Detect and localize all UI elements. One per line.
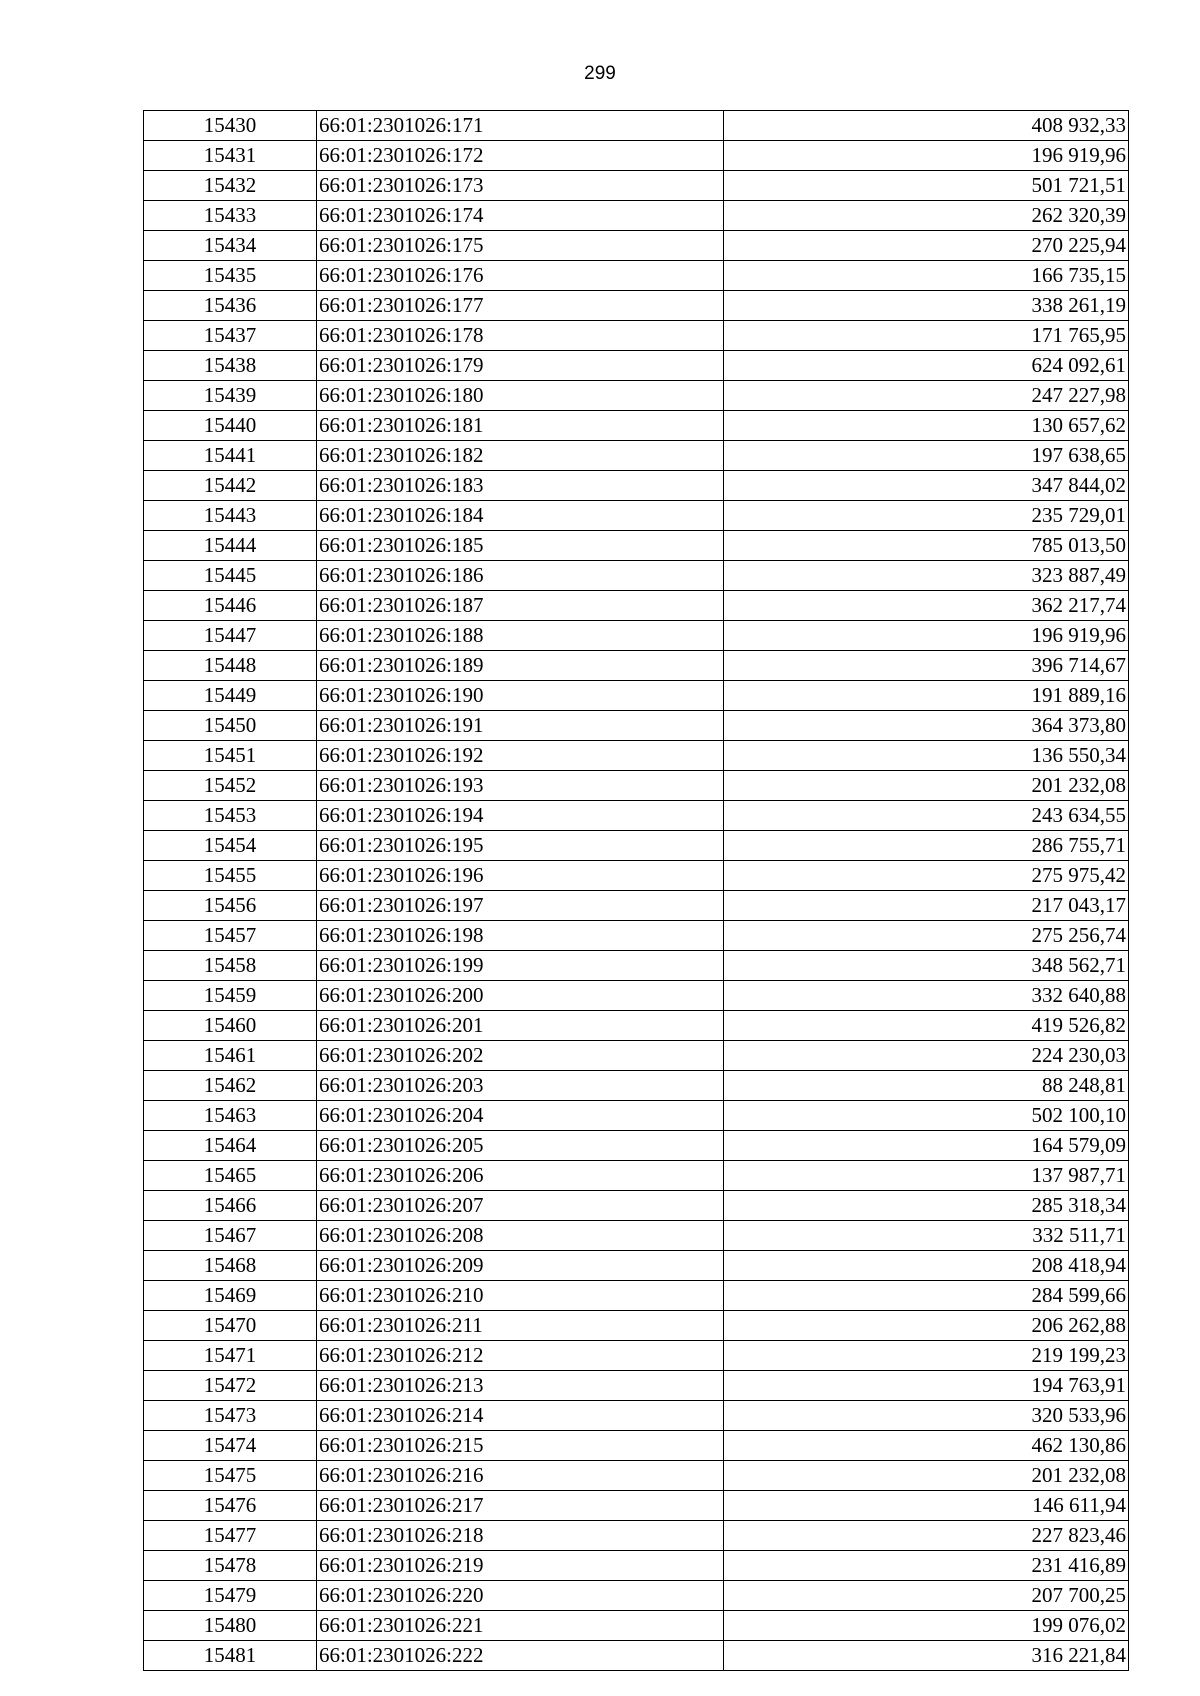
- cadastral-number-cell: 66:01:2301026:177: [317, 291, 724, 321]
- row-number-cell: 15449: [144, 681, 317, 711]
- cadastral-value-cell: 275 256,74: [724, 921, 1129, 951]
- cadastral-number-cell: 66:01:2301026:192: [317, 741, 724, 771]
- row-number-cell: 15455: [144, 861, 317, 891]
- cadastral-number-cell: 66:01:2301026:194: [317, 801, 724, 831]
- cadastral-number-cell: 66:01:2301026:214: [317, 1401, 724, 1431]
- row-number-cell: 15437: [144, 321, 317, 351]
- row-number-cell: 15473: [144, 1401, 317, 1431]
- table-row: [144, 1401, 1129, 1431]
- cadastral-number-cell: 66:01:2301026:190: [317, 681, 724, 711]
- cadastral-value-cell: 362 217,74: [724, 591, 1129, 621]
- table-row: [144, 711, 1129, 741]
- cadastral-number-cell: 66:01:2301026:213: [317, 1371, 724, 1401]
- table-row: [144, 1461, 1129, 1491]
- cadastral-number-cell: 66:01:2301026:204: [317, 1101, 724, 1131]
- table-row: [144, 351, 1129, 381]
- row-number-cell: 15454: [144, 831, 317, 861]
- cadastral-number-cell: 66:01:2301026:182: [317, 441, 724, 471]
- row-number-cell: 15468: [144, 1251, 317, 1281]
- cadastral-number-cell: 66:01:2301026:203: [317, 1071, 724, 1101]
- table-row: [144, 1491, 1129, 1521]
- cadastral-number-cell: 66:01:2301026:180: [317, 381, 724, 411]
- row-number-cell: 15443: [144, 501, 317, 531]
- row-number-cell: 15460: [144, 1011, 317, 1041]
- cadastral-number-cell: 66:01:2301026:222: [317, 1641, 724, 1671]
- cadastral-number-cell: 66:01:2301026:206: [317, 1161, 724, 1191]
- cadastral-value-cell: 320 533,96: [724, 1401, 1129, 1431]
- cadastral-value-cell: 137 987,71: [724, 1161, 1129, 1191]
- row-number-cell: 15462: [144, 1071, 317, 1101]
- cadastral-value-cell: 206 262,88: [724, 1311, 1129, 1341]
- cadastral-value-cell: 199 076,02: [724, 1611, 1129, 1641]
- table-row: [144, 831, 1129, 861]
- cadastral-number-cell: 66:01:2301026:183: [317, 471, 724, 501]
- row-number-cell: 15453: [144, 801, 317, 831]
- row-number-cell: 15444: [144, 531, 317, 561]
- row-number-cell: 15479: [144, 1581, 317, 1611]
- row-number-cell: 15452: [144, 771, 317, 801]
- cadastral-value-cell: 408 932,33: [724, 111, 1129, 141]
- cadastral-number-cell: 66:01:2301026:195: [317, 831, 724, 861]
- table-row: [144, 1611, 1129, 1641]
- cadastral-number-cell: 66:01:2301026:212: [317, 1341, 724, 1371]
- cadastral-value-cell: 194 763,91: [724, 1371, 1129, 1401]
- cadastral-value-cell: 275 975,42: [724, 861, 1129, 891]
- cadastral-value-cell: 286 755,71: [724, 831, 1129, 861]
- cadastral-value-cell: 285 318,34: [724, 1191, 1129, 1221]
- row-number-cell: 15477: [144, 1521, 317, 1551]
- table-row: [144, 1341, 1129, 1371]
- row-number-cell: 15463: [144, 1101, 317, 1131]
- table-row: [144, 1101, 1129, 1131]
- cadastral-number-cell: 66:01:2301026:200: [317, 981, 724, 1011]
- row-number-cell: 15464: [144, 1131, 317, 1161]
- cadastral-value-cell: 217 043,17: [724, 891, 1129, 921]
- row-number-cell: 15442: [144, 471, 317, 501]
- cadastral-number-cell: 66:01:2301026:171: [317, 111, 724, 141]
- row-number-cell: 15450: [144, 711, 317, 741]
- cadastral-value-cell: 364 373,80: [724, 711, 1129, 741]
- table-row: [144, 441, 1129, 471]
- cadastral-value-cell: 243 634,55: [724, 801, 1129, 831]
- row-number-cell: 15441: [144, 441, 317, 471]
- row-number-cell: 15470: [144, 1311, 317, 1341]
- cadastral-value-cell: 284 599,66: [724, 1281, 1129, 1311]
- cadastral-number-cell: 66:01:2301026:207: [317, 1191, 724, 1221]
- table-row: [144, 801, 1129, 831]
- cadastral-number-cell: 66:01:2301026:201: [317, 1011, 724, 1041]
- row-number-cell: 15432: [144, 171, 317, 201]
- cadastral-value-cell: 624 092,61: [724, 351, 1129, 381]
- table-row: [144, 621, 1129, 651]
- table-row: [144, 561, 1129, 591]
- cadastral-value-cell: 396 714,67: [724, 651, 1129, 681]
- cadastral-value-cell: 207 700,25: [724, 1581, 1129, 1611]
- table-row: [144, 981, 1129, 1011]
- table-row: [144, 1161, 1129, 1191]
- cadastral-number-cell: 66:01:2301026:209: [317, 1251, 724, 1281]
- cadastral-number-cell: 66:01:2301026:181: [317, 411, 724, 441]
- cadastral-number-cell: 66:01:2301026:208: [317, 1221, 724, 1251]
- row-number-cell: 15461: [144, 1041, 317, 1071]
- cadastral-number-cell: 66:01:2301026:202: [317, 1041, 724, 1071]
- row-number-cell: 15456: [144, 891, 317, 921]
- table-row: [144, 1131, 1129, 1161]
- cadastral-value-cell: 197 638,65: [724, 441, 1129, 471]
- cadastral-number-cell: 66:01:2301026:191: [317, 711, 724, 741]
- cadastral-value-cell: 201 232,08: [724, 1461, 1129, 1491]
- cadastral-value-cell: 347 844,02: [724, 471, 1129, 501]
- row-number-cell: 15439: [144, 381, 317, 411]
- cadastral-number-cell: 66:01:2301026:221: [317, 1611, 724, 1641]
- cadastral-number-cell: 66:01:2301026:179: [317, 351, 724, 381]
- row-number-cell: 15478: [144, 1551, 317, 1581]
- cadastral-number-cell: 66:01:2301026:174: [317, 201, 724, 231]
- table-row: [144, 531, 1129, 561]
- table-body: [144, 111, 1129, 1671]
- cadastral-value-cell: 196 919,96: [724, 621, 1129, 651]
- table-row: [144, 1251, 1129, 1281]
- row-number-cell: 15430: [144, 111, 317, 141]
- row-number-cell: 15459: [144, 981, 317, 1011]
- cadastral-number-cell: 66:01:2301026:211: [317, 1311, 724, 1341]
- table-row: [144, 1221, 1129, 1251]
- cadastral-number-cell: 66:01:2301026:217: [317, 1491, 724, 1521]
- cadastral-number-cell: 66:01:2301026:205: [317, 1131, 724, 1161]
- cadastral-value-cell: 164 579,09: [724, 1131, 1129, 1161]
- cadastral-value-cell: 130 657,62: [724, 411, 1129, 441]
- row-number-cell: 15445: [144, 561, 317, 591]
- cadastral-value-cell: 419 526,82: [724, 1011, 1129, 1041]
- cadastral-value-cell: 262 320,39: [724, 201, 1129, 231]
- table-row: [144, 1311, 1129, 1341]
- cadastral-number-cell: 66:01:2301026:218: [317, 1521, 724, 1551]
- table-row: [144, 141, 1129, 171]
- table-row: [144, 1041, 1129, 1071]
- row-number-cell: 15474: [144, 1431, 317, 1461]
- cadastral-number-cell: 66:01:2301026:173: [317, 171, 724, 201]
- table-row: [144, 501, 1129, 531]
- cadastral-number-cell: 66:01:2301026:193: [317, 771, 724, 801]
- row-number-cell: 15447: [144, 621, 317, 651]
- table-row: [144, 201, 1129, 231]
- cadastral-number-cell: 66:01:2301026:220: [317, 1581, 724, 1611]
- cadastral-value-cell: 171 765,95: [724, 321, 1129, 351]
- row-number-cell: 15446: [144, 591, 317, 621]
- cadastral-value-cell: 270 225,94: [724, 231, 1129, 261]
- table-row: [144, 1521, 1129, 1551]
- table-row: [144, 1551, 1129, 1581]
- row-number-cell: 15472: [144, 1371, 317, 1401]
- row-number-cell: 15458: [144, 951, 317, 981]
- cadastral-number-cell: 66:01:2301026:186: [317, 561, 724, 591]
- cadastral-value-cell: 88 248,81: [724, 1071, 1129, 1101]
- row-number-cell: 15469: [144, 1281, 317, 1311]
- row-number-cell: 15431: [144, 141, 317, 171]
- table-row: [144, 411, 1129, 441]
- table-row: [144, 381, 1129, 411]
- cadastral-value-cell: 224 230,03: [724, 1041, 1129, 1071]
- cadastral-value-cell: 501 721,51: [724, 171, 1129, 201]
- row-number-cell: 15476: [144, 1491, 317, 1521]
- cadastral-value-cell: 462 130,86: [724, 1431, 1129, 1461]
- cadastral-number-cell: 66:01:2301026:210: [317, 1281, 724, 1311]
- table-row: [144, 1431, 1129, 1461]
- row-number-cell: 15438: [144, 351, 317, 381]
- cadastral-value-cell: 146 611,94: [724, 1491, 1129, 1521]
- cadastral-value-cell: 323 887,49: [724, 561, 1129, 591]
- row-number-cell: 15448: [144, 651, 317, 681]
- row-number-cell: 15475: [144, 1461, 317, 1491]
- row-number-cell: 15481: [144, 1641, 317, 1671]
- table-row: [144, 171, 1129, 201]
- cadastral-number-cell: 66:01:2301026:198: [317, 921, 724, 951]
- cadastral-number-cell: 66:01:2301026:188: [317, 621, 724, 651]
- table-row: [144, 471, 1129, 501]
- table-row: [144, 291, 1129, 321]
- table-row: [144, 321, 1129, 351]
- cadastral-number-cell: 66:01:2301026:176: [317, 261, 724, 291]
- row-number-cell: 15466: [144, 1191, 317, 1221]
- cadastral-value-cell: 235 729,01: [724, 501, 1129, 531]
- cadastral-value-cell: 338 261,19: [724, 291, 1129, 321]
- table-row: [144, 261, 1129, 291]
- cadastral-number-cell: 66:01:2301026:175: [317, 231, 724, 261]
- cadastral-number-cell: 66:01:2301026:185: [317, 531, 724, 561]
- cadastral-value-cell: 166 735,15: [724, 261, 1129, 291]
- row-number-cell: 15467: [144, 1221, 317, 1251]
- row-number-cell: 15434: [144, 231, 317, 261]
- cadastral-value-cell: 332 640,88: [724, 981, 1129, 1011]
- table-row: [144, 1281, 1129, 1311]
- row-number-cell: 15457: [144, 921, 317, 951]
- cadastral-value-cell: 227 823,46: [724, 1521, 1129, 1551]
- cadastral-value-cell: 208 418,94: [724, 1251, 1129, 1281]
- cadastral-value-cell: 196 919,96: [724, 141, 1129, 171]
- table-row: [144, 771, 1129, 801]
- table-row: [144, 921, 1129, 951]
- table-row: [144, 651, 1129, 681]
- table-row: [144, 741, 1129, 771]
- cadastral-value-cell: 191 889,16: [724, 681, 1129, 711]
- table-row: [144, 681, 1129, 711]
- table-row: [144, 1071, 1129, 1101]
- table-row: [144, 111, 1129, 141]
- table-row: [144, 231, 1129, 261]
- cadastral-value-cell: 136 550,34: [724, 741, 1129, 771]
- row-number-cell: 15471: [144, 1341, 317, 1371]
- cadastral-value-table: [143, 110, 1129, 1671]
- row-number-cell: 15451: [144, 741, 317, 771]
- cadastral-number-cell: 66:01:2301026:199: [317, 951, 724, 981]
- table-row: [144, 1581, 1129, 1611]
- cadastral-number-cell: 66:01:2301026:215: [317, 1431, 724, 1461]
- cadastral-value-cell: 219 199,23: [724, 1341, 1129, 1371]
- row-number-cell: 15465: [144, 1161, 317, 1191]
- cadastral-number-cell: 66:01:2301026:172: [317, 141, 724, 171]
- cadastral-number-cell: 66:01:2301026:187: [317, 591, 724, 621]
- table-row: [144, 1011, 1129, 1041]
- table-row: [144, 951, 1129, 981]
- row-number-cell: 15440: [144, 411, 317, 441]
- cadastral-value-cell: 332 511,71: [724, 1221, 1129, 1251]
- row-number-cell: 15435: [144, 261, 317, 291]
- cadastral-value-cell: 348 562,71: [724, 951, 1129, 981]
- page-number: 299: [584, 63, 616, 84]
- table-row: [144, 1641, 1129, 1671]
- table-row: [144, 1191, 1129, 1221]
- cadastral-value-cell: 201 232,08: [724, 771, 1129, 801]
- row-number-cell: 15433: [144, 201, 317, 231]
- cadastral-value-cell: 231 416,89: [724, 1551, 1129, 1581]
- row-number-cell: 15436: [144, 291, 317, 321]
- cadastral-value-cell: 502 100,10: [724, 1101, 1129, 1131]
- cadastral-value-cell: 785 013,50: [724, 531, 1129, 561]
- table-row: [144, 861, 1129, 891]
- table-row: [144, 891, 1129, 921]
- cadastral-number-cell: 66:01:2301026:178: [317, 321, 724, 351]
- row-number-cell: 15480: [144, 1611, 317, 1641]
- cadastral-number-cell: 66:01:2301026:184: [317, 501, 724, 531]
- cadastral-number-cell: 66:01:2301026:189: [317, 651, 724, 681]
- cadastral-number-cell: 66:01:2301026:197: [317, 891, 724, 921]
- cadastral-number-cell: 66:01:2301026:216: [317, 1461, 724, 1491]
- table-row: [144, 1371, 1129, 1401]
- cadastral-value-cell: 247 227,98: [724, 381, 1129, 411]
- cadastral-value-cell: 316 221,84: [724, 1641, 1129, 1671]
- cadastral-number-cell: 66:01:2301026:196: [317, 861, 724, 891]
- cadastral-number-cell: 66:01:2301026:219: [317, 1551, 724, 1581]
- table-row: [144, 591, 1129, 621]
